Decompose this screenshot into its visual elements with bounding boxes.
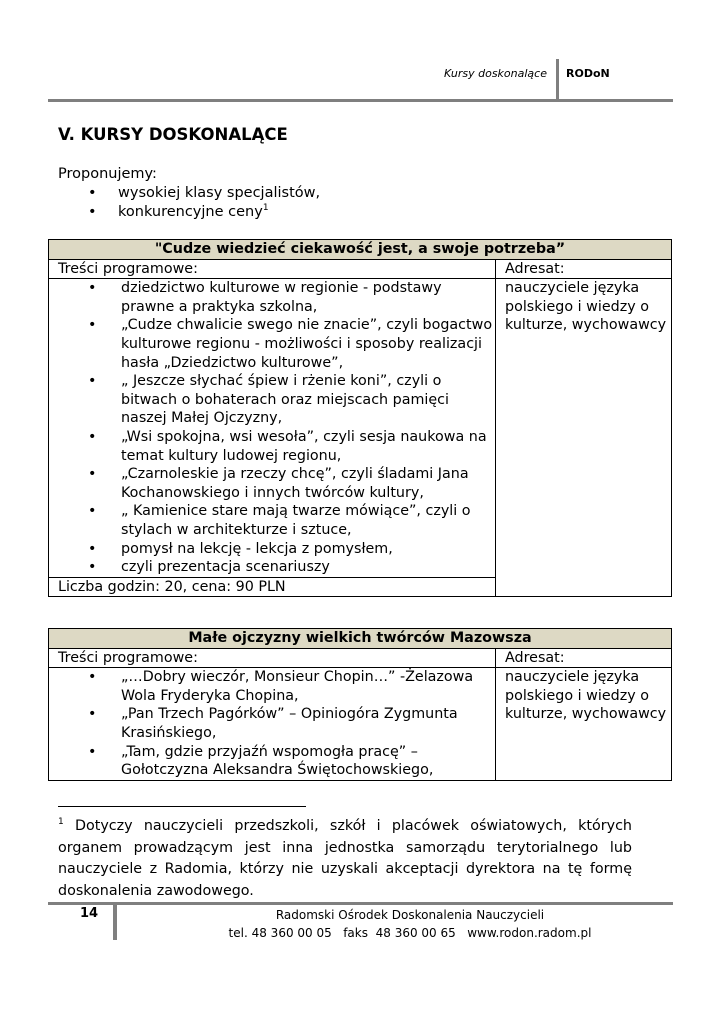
footnote bbox=[58, 816, 632, 902]
content-list bbox=[58, 668, 495, 780]
course-table-2 bbox=[48, 628, 672, 781]
intro-item: • konkurencyjne ceny$^1$ bbox=[58, 203, 320, 222]
list-item: • „ Jeszcze słychać śpiew i rżenie koni”, czyli o bitwach o bohaterach oraz miejscach pamięci naszej Małej Ojczyzny, bbox=[58, 372, 495, 428]
footer-divider bbox=[113, 903, 117, 940]
course-content bbox=[49, 668, 496, 781]
list-item: • „Pan Trzech Pagórków” – Opiniogóra Zygmunta Krasińskiego, bbox=[58, 705, 495, 742]
course-heading: Małe ojczyzny wielkich twórców Mazowsza bbox=[49, 629, 672, 649]
page-title: V. KURSY DOSKONALĄCE bbox=[58, 125, 288, 144]
audience-label: Adresat: bbox=[496, 259, 672, 279]
header-rule bbox=[48, 99, 673, 102]
course-audience: nauczyciele języka polskiego i wiedzy o kulturze, wychowawcy bbox=[496, 668, 672, 781]
list-item: • „Czarnoleskie ja rzeczy chcę”, czyli śladami Jana Kochanowskiego i innych twórców kultury, bbox=[58, 465, 495, 502]
course-content bbox=[49, 279, 496, 578]
course-audience: nauczyciele języka polskiego i wiedzy o kulturze, wychowawcy bbox=[496, 279, 672, 597]
footer-rule bbox=[48, 902, 673, 905]
header-section-title: Kursy doskonalące bbox=[443, 67, 547, 80]
list-item: • „…Dobry wieczór, Monsieur Chopin…” -Żelazowa Wola Fryderyka Chopina, bbox=[58, 668, 495, 705]
page-number: 14 bbox=[80, 906, 99, 921]
footer-organization: Radomski Ośrodek Doskonalenia Nauczycieli bbox=[275, 908, 545, 922]
intro-block bbox=[58, 165, 320, 222]
intro-list bbox=[58, 184, 320, 222]
content-list bbox=[58, 279, 495, 577]
list-item: • czyli prezentacja scenariuszy bbox=[58, 558, 495, 577]
header-divider bbox=[556, 59, 559, 101]
footnote-separator bbox=[58, 806, 306, 807]
footnote-reference[interactable]: 1 bbox=[262, 203, 269, 214]
course-table-1 bbox=[48, 239, 672, 597]
footnote-text: Dotyczy nauczycieli przedszkoli, szkół i placówek oświatowych, których organem prowadzącym jest inna jednostka samorządu terytorialnego lub nauczyciele z Radomia, którzy nie uzyskali akceptacji dyrektora na tę formę doskonalenia zawodowego. bbox=[58, 818, 632, 899]
list-item: • „ Kamienice stare mają twarze mówiące”, czyli o stylach w architekturze i sztuce, bbox=[58, 502, 495, 539]
list-item: • pomysł na lekcję - lekcja z pomysłem, bbox=[58, 540, 495, 559]
header-brand: RODoN bbox=[566, 67, 610, 80]
intro-item: • wysokiej klasy specjalistów, bbox=[58, 184, 320, 203]
list-item: • dziedzictwo kulturowe w regionie - podstawy prawne a praktyka szkolna, bbox=[58, 279, 495, 316]
footnote-marker: 1 bbox=[58, 817, 64, 828]
list-item: • „Cudze chwalicie swego nie znacie”, czyli bogactwo kulturowe regionu - możliwości i sposoby realizacji hasła „Dziedzictwo kulturowe”, bbox=[58, 316, 495, 372]
list-item: • „Wsi spokojna, wsi wesoła”, czyli sesja naukowa na temat kultury ludowej regionu, bbox=[58, 428, 495, 465]
content-label: Treści programowe: bbox=[49, 648, 496, 668]
audience-label: Adresat: bbox=[496, 648, 672, 668]
intro-lead: Proponujemy: bbox=[58, 166, 157, 182]
course-heading: "Cudze wiedzieć ciekawość jest, a swoje potrzeba” bbox=[49, 240, 672, 260]
course-hours: Liczba godzin: 20, cena: 90 PLN bbox=[49, 577, 496, 597]
footer-contact: tel. 48 360 00 05 faks 48 360 00 65 www.rodon.radom.pl bbox=[228, 926, 592, 940]
list-item: • „Tam, gdzie przyjaźń wspomogła pracę” – Gołotczyzna Aleksandra Świętochowskiego, bbox=[58, 743, 495, 780]
content-label: Treści programowe: bbox=[49, 259, 496, 279]
